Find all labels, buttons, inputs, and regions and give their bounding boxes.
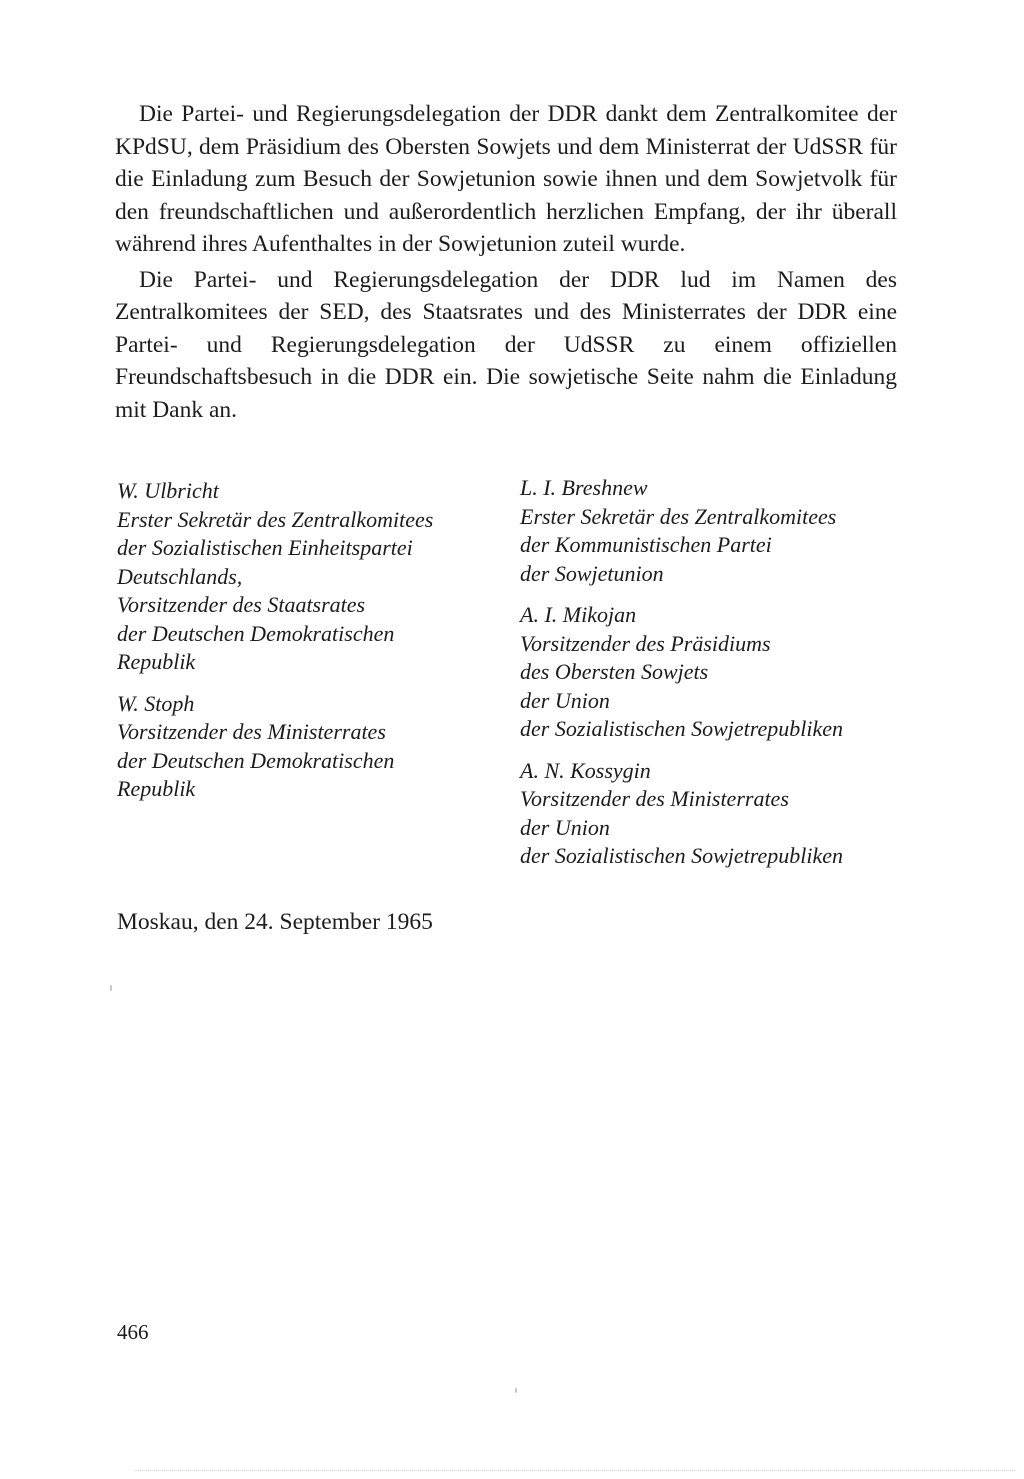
signature-block <box>117 477 497 677</box>
body-text <box>115 98 897 426</box>
signatory-title: der Union <box>520 687 610 713</box>
page-number: 466 <box>117 1320 149 1344</box>
signatory-title: der Sowjetunion <box>520 560 664 586</box>
signatory-title: Vorsitzender des Präsidiums <box>520 630 771 656</box>
signatory-name: W. Ulbricht <box>117 478 219 503</box>
scan-speck <box>515 1388 517 1393</box>
signature-block <box>520 757 920 871</box>
signatory-title: der Sozialistischen Sowjetrepubliken <box>520 843 844 868</box>
signatory-title: der Sozialistischen Sowjetrepubliken <box>520 716 844 741</box>
page-edge-rule <box>135 1470 1015 1471</box>
signatory-title: Vorsitzender des Ministerrates <box>117 719 386 744</box>
signatory-name: L. I. Breshnew <box>520 475 648 500</box>
signature-block <box>520 601 920 744</box>
signatory-title: des Obersten Sowjets <box>520 659 709 684</box>
signatory-title: Republik <box>117 776 196 801</box>
signatory-name: W. Stoph <box>117 690 195 716</box>
signatory-title: Vorsitzender des Ministerrates <box>520 786 789 811</box>
signatory-name: A. N. Kossygin <box>520 757 651 783</box>
paragraph-thanks: Die Partei- und Regierungsdelegation der DDR dankt dem Zentralkomitee der KPdSU, dem Präsidium des Obersten Sowjets und dem Ministerrat der UdSSR für die Einladung zum Besuch der Sowjetunion sowie ihnen und dem Sowjetvolk für den freundschaftlichen und außerordentlich herzlichen Empfang, der ihr überall während ihres Aufenthaltes in der Sowjetunion zuteil wurde. <box>115 101 897 257</box>
signatory-title: der Union <box>520 814 610 840</box>
signatory-name: A. I. Mikojan <box>520 602 637 627</box>
signatory-title: der Deutschen Demokratischen <box>117 747 395 773</box>
signature-block <box>117 690 497 804</box>
paragraph-invitation: Die Partei- und Regierungsdelegation der DDR lud im Namen des Zentralkomitees der SED, des Staatsrates und des Ministerrates der DDR eine Partei- und Regierungsdelegation der UdSSR zu einem offiziellen Freundschaftsbesuch in die DDR ein. Die sowjetische Seite nahm die Einladung mit Dank an. <box>115 266 897 423</box>
place-date-line: Moskau, den 24. September 1965 <box>117 909 433 935</box>
signatory-title: Erster Sekretär des Zentralkomitees <box>520 503 837 529</box>
signatory-title: der Kommunistischen Partei <box>520 532 772 557</box>
signatory-title: der Sozialistischen Einheitspartei <box>117 535 413 560</box>
scan-speck <box>110 985 112 991</box>
signatory-title: Vorsitzender des Staatsrates <box>117 592 366 617</box>
signatory-title: Republik <box>117 649 196 674</box>
signatory-title: der Deutschen Demokratischen <box>117 620 395 646</box>
signature-block <box>520 474 920 588</box>
signatory-title: Deutschlands, <box>117 563 243 589</box>
signatures-ddr <box>117 477 497 817</box>
signatures-udssr <box>520 474 920 884</box>
signatory-title: Erster Sekretär des Zentralkomitees <box>117 506 434 532</box>
